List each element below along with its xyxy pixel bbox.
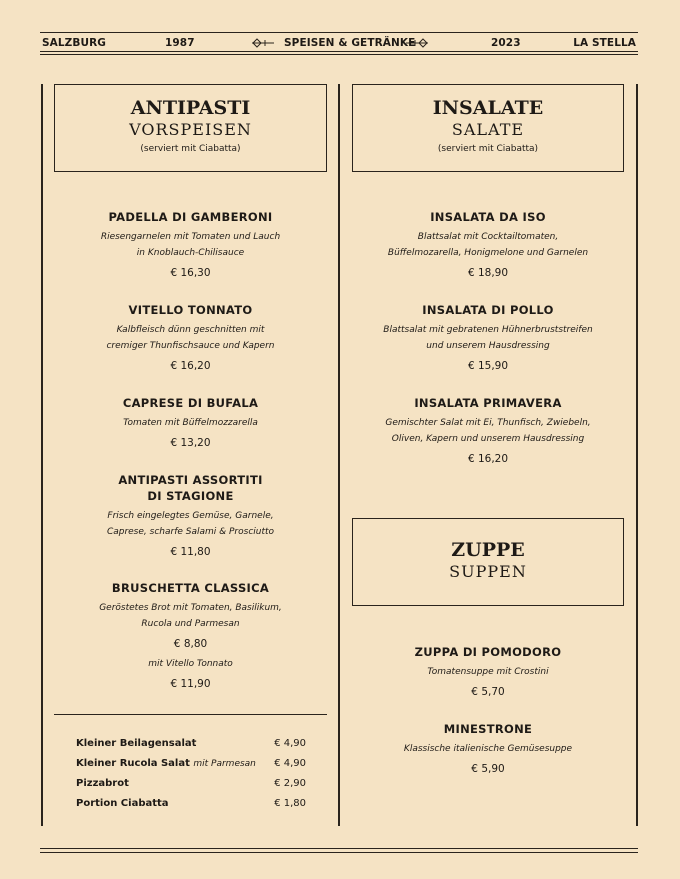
- dish-price: € 16,30: [170, 267, 211, 279]
- dish-price: € 15,90: [467, 360, 509, 372]
- dish-zuppa-di-pomodoro: [352, 644, 624, 700]
- ornament-right-icon: [406, 38, 428, 48]
- dish-description-line: Blattsalat mit gebratenen Hühnerbruststreifen: [383, 325, 593, 335]
- dish-extra-option: mit Vitello Tonnato: [148, 659, 233, 669]
- dish-description-line: und unserem Hausdressing: [426, 341, 550, 351]
- header-rule-top: [40, 32, 638, 33]
- side-item-name: Kleiner Beilagensalat: [76, 738, 197, 749]
- column-rule-center: [338, 84, 340, 826]
- dish-description-line: Geröstetes Brot mit Tomaten, Basilikum,: [99, 603, 282, 613]
- column-rule-left: [41, 84, 43, 826]
- dish-insalata-da-iso: [352, 209, 624, 281]
- dish-bruschetta-classica: [54, 580, 327, 692]
- dish-description-line: cremiger Thunfischsauce und Kapern: [106, 341, 275, 351]
- dish-extra-price: € 11,90: [170, 678, 211, 690]
- dish-price: € 11,80: [170, 546, 211, 558]
- dish-padella-di-gamberoni: [54, 209, 327, 281]
- dish-name: MINESTRONE: [443, 722, 533, 736]
- dish-description: [352, 664, 624, 680]
- zuppe-title-box: [352, 518, 624, 606]
- dish-name: INSALATA PRIMAVERA: [414, 396, 562, 410]
- dish-description-line: Blattsalat mit Cocktailtomaten,: [417, 232, 559, 242]
- header-section: SPEISEN & GETRÄNKE: [284, 37, 416, 49]
- antipasti-subtitle: VORSPEISEN: [129, 120, 252, 139]
- dish-name: BRUSCHETTA CLASSICA: [111, 581, 270, 595]
- dish-description-line: Büffelmozarella, Honigmelone und Garnelen: [387, 248, 589, 258]
- dish-description: [352, 229, 624, 261]
- dish-name: CAPRESE DI BUFALA: [122, 396, 259, 410]
- dish-description-line: Tomaten mit Büffelmozzarella: [123, 418, 258, 428]
- ornament-left-icon: [252, 38, 274, 48]
- side-item: [76, 758, 306, 778]
- antipasti-title-box: [54, 84, 327, 172]
- dish-price: € 16,20: [170, 360, 211, 372]
- header-city: SALZBURG: [42, 37, 107, 49]
- side-item-name: Pizzabrot: [76, 778, 129, 789]
- insalate-title-box: [352, 84, 624, 172]
- header-year-start: 1987: [165, 37, 195, 49]
- insalate-title: INSALATE: [432, 97, 544, 119]
- footer-rule: [40, 848, 638, 849]
- side-item-price: € 2,90: [274, 778, 306, 789]
- header-rule-bottom: [40, 51, 638, 52]
- side-item: [76, 798, 306, 818]
- side-item: [76, 738, 306, 758]
- dish-description: [54, 508, 327, 540]
- side-item-price: € 4,90: [274, 738, 306, 749]
- dish-name: ZUPPA DI POMODORO: [414, 645, 562, 659]
- dish-description-line: Riesengarnelen mit Tomaten und Lauch: [100, 232, 281, 242]
- insalate-note: (serviert mit Ciabatta): [437, 144, 539, 154]
- side-item-note: mit Parmesan: [193, 759, 256, 769]
- dish-price: € 16,20: [467, 453, 509, 465]
- side-item-name-text: Kleiner Rucola Salat: [76, 758, 190, 769]
- side-item-name: Portion Ciabatta: [76, 798, 169, 809]
- dish-price: € 8,80: [173, 638, 208, 650]
- sides-divider: [54, 714, 327, 715]
- dish-insalata-di-pollo: [352, 302, 624, 374]
- menu-header: [40, 32, 638, 56]
- header-year-end: 2023: [491, 37, 521, 49]
- footer-rule-thin: [40, 852, 638, 853]
- dish-name-line: DI STAGIONE: [147, 489, 234, 503]
- dish-insalata-primavera: [352, 395, 624, 467]
- dish-price: € 5,70: [471, 686, 505, 698]
- dish-description-line: Frisch eingelegtes Gemüse, Garnele,: [107, 511, 274, 521]
- dish-description-line: Gemischter Salat mit Ei, Thunfisch, Zwiebeln,: [385, 418, 591, 428]
- side-item-name: [76, 758, 256, 769]
- sides-list: [76, 738, 306, 818]
- dish-price: € 5,90: [471, 763, 505, 775]
- side-item: [76, 778, 306, 798]
- dish-antipasti-assortiti: [54, 472, 327, 560]
- dish-description: [352, 322, 624, 354]
- side-item-price: € 4,90: [274, 758, 306, 769]
- dish-name: INSALATA DA ISO: [430, 210, 546, 224]
- antipasti-title: ANTIPASTI: [130, 97, 251, 119]
- dish-description: [54, 415, 327, 431]
- header-rule-bottom-thin: [40, 54, 638, 55]
- side-item-price: € 1,80: [274, 798, 306, 809]
- dish-description: [352, 415, 624, 447]
- dish-description: [54, 322, 327, 354]
- dish-description-line: Rucola und Parmesan: [141, 619, 240, 629]
- dish-description: [54, 600, 327, 632]
- header-restaurant: LA STELLA: [573, 37, 636, 49]
- insalate-subtitle: SALATE: [451, 120, 525, 139]
- dish-description: [352, 741, 624, 757]
- column-rule-right: [636, 84, 638, 826]
- zuppe-subtitle: SUPPEN: [449, 562, 527, 581]
- dish-minestrone: [352, 721, 624, 777]
- dish-description-line: Oliven, Kapern und unserem Hausdressing: [391, 434, 585, 444]
- dish-description-line: Caprese, scharfe Salami & Prosciutto: [106, 527, 275, 537]
- dish-description: [54, 229, 327, 261]
- dish-vitello-tonnato: [54, 302, 327, 374]
- dish-name: VITELLO TONNATO: [128, 303, 253, 317]
- dish-description-line: Tomatensuppe mit Crostini: [427, 667, 549, 677]
- dish-description-line: in Knoblauch-Chilisauce: [136, 248, 245, 258]
- dish-description-line: Klassische italienische Gemüsesuppe: [403, 744, 573, 754]
- dish-price: € 13,20: [170, 437, 211, 449]
- dish-price: € 18,90: [467, 267, 509, 279]
- antipasti-note: (serviert mit Ciabatta): [140, 144, 241, 154]
- dish-name-line: ANTIPASTI ASSORTITI: [118, 473, 263, 487]
- dish-name: [54, 472, 327, 504]
- dish-name: INSALATA DI POLLO: [422, 303, 554, 317]
- dish-description-line: Kalbfleisch dünn geschnitten mit: [116, 325, 265, 335]
- zuppe-title: ZUPPE: [451, 539, 525, 561]
- dish-name: PADELLA DI GAMBERONI: [108, 210, 273, 224]
- dish-caprese-di-bufala: [54, 395, 327, 451]
